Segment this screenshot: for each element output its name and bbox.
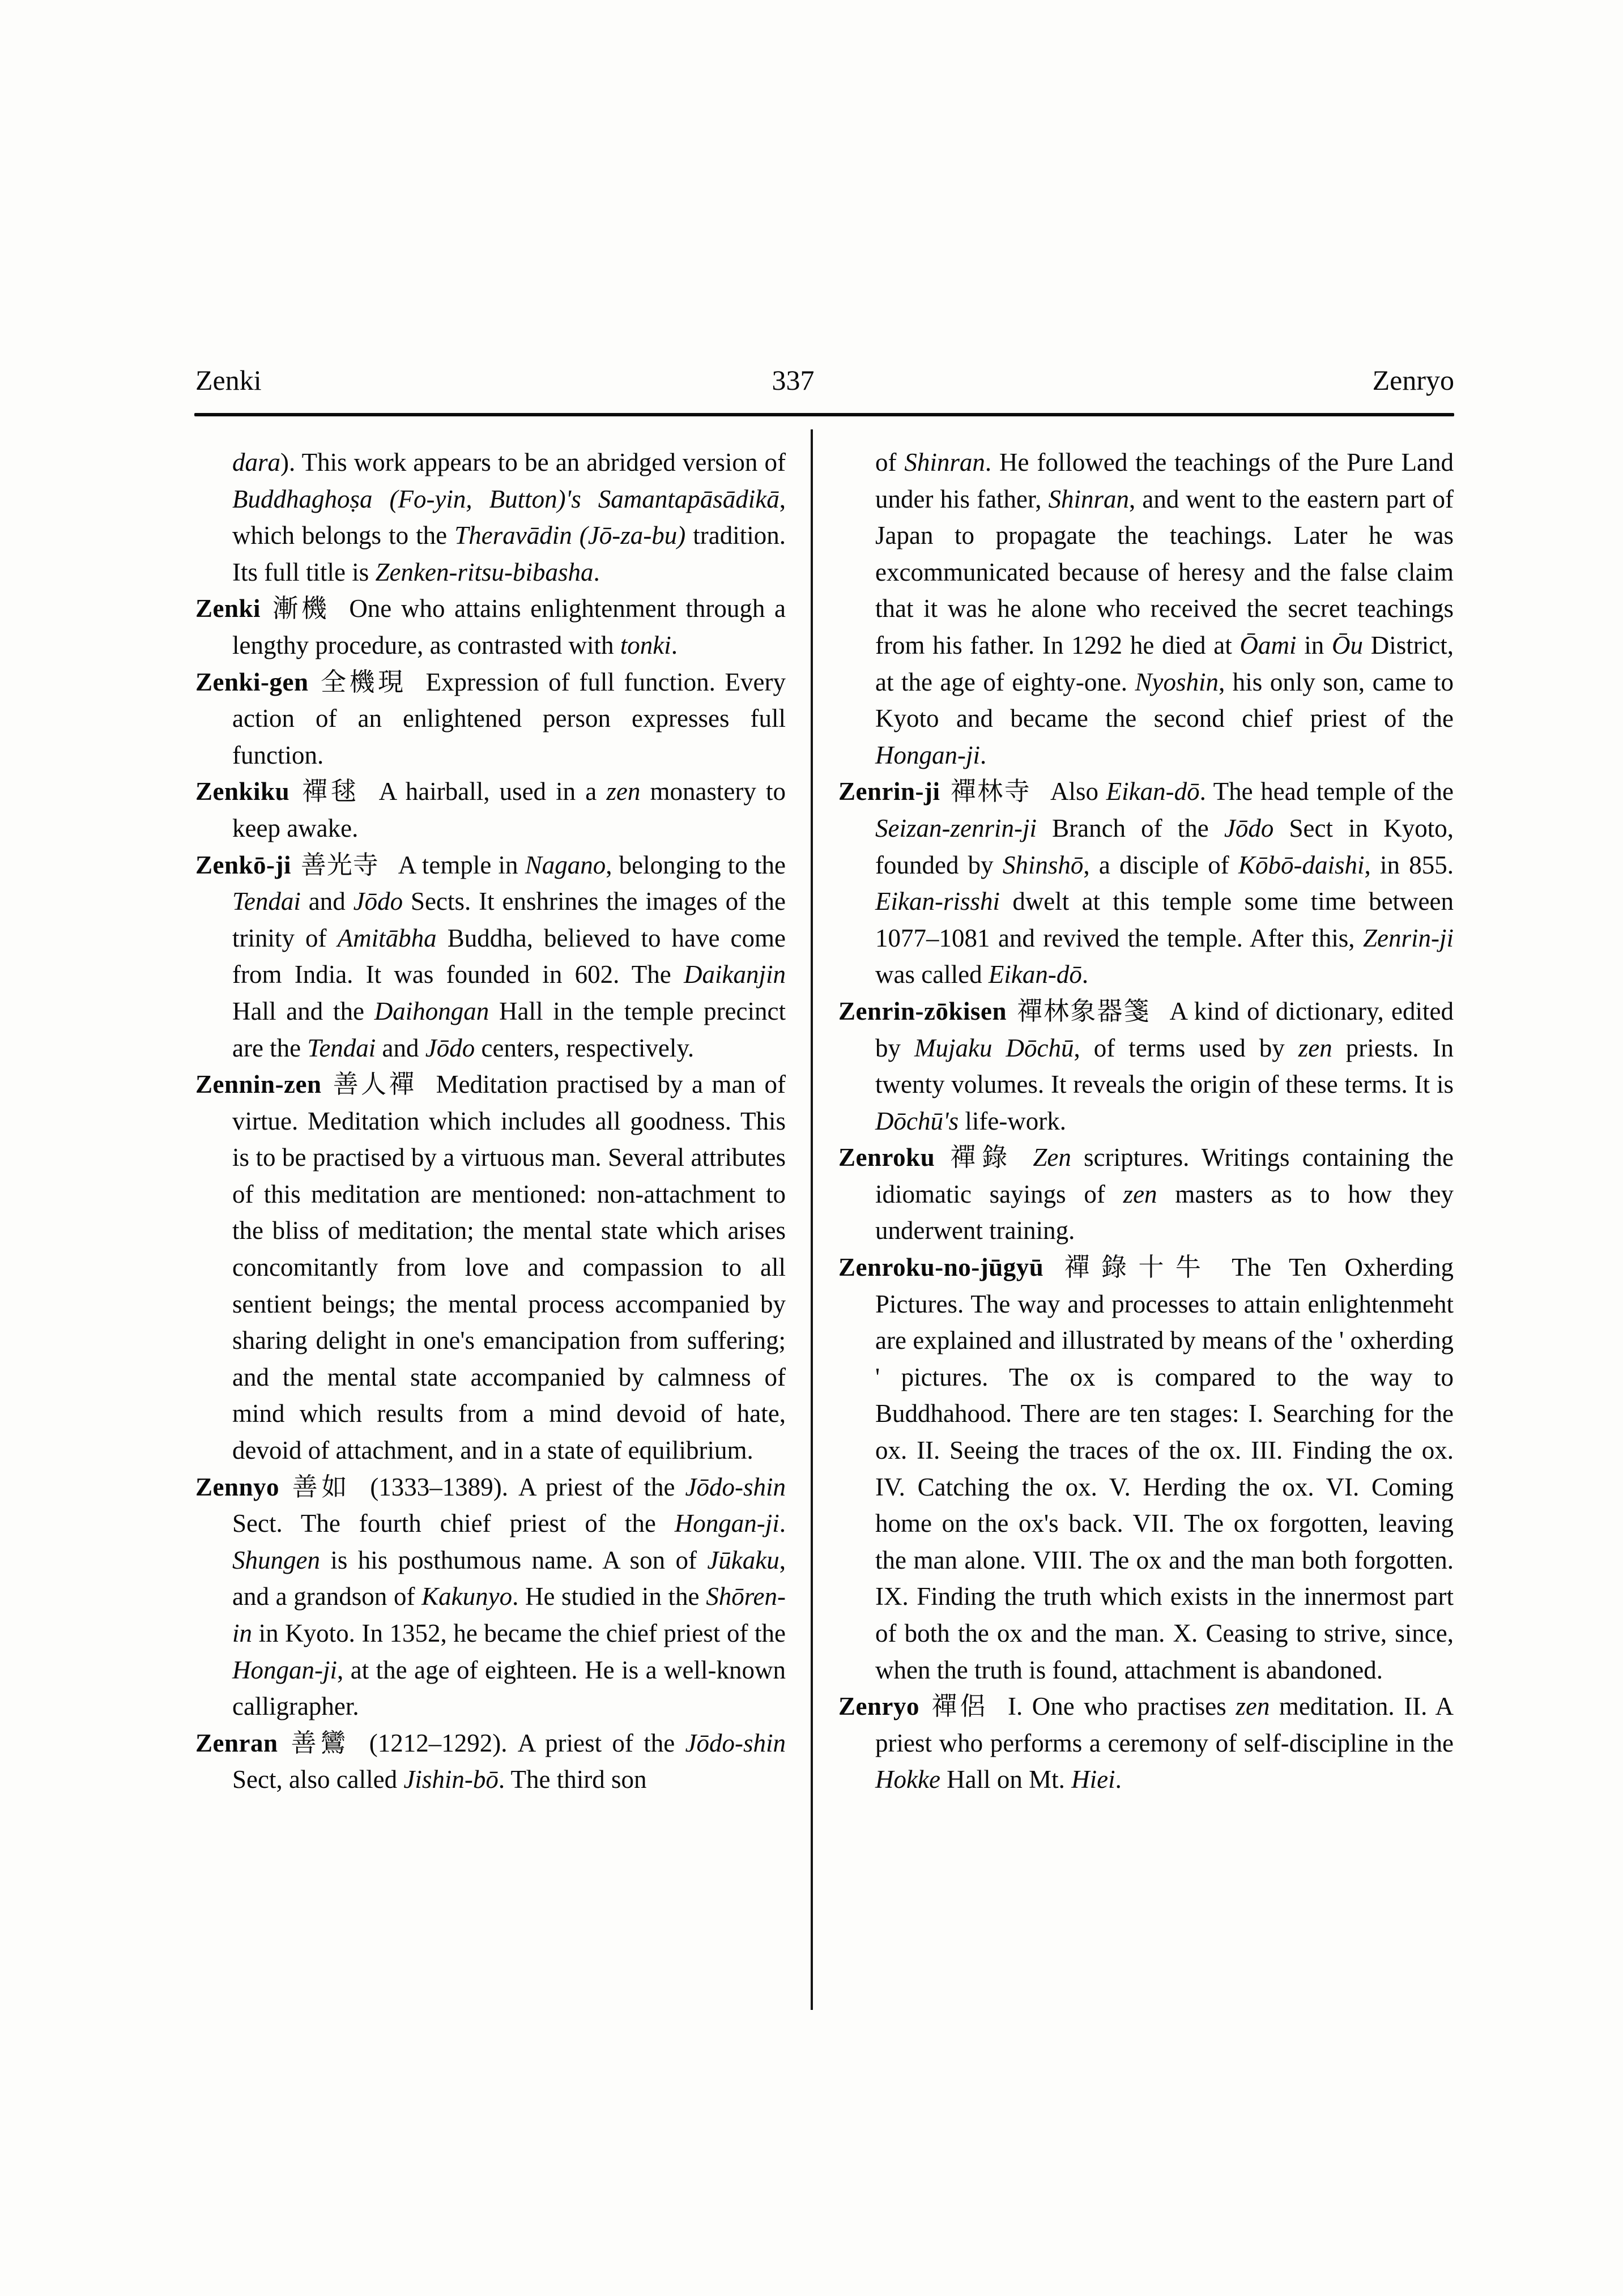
entry-headword: Zenkiku [195,777,290,806]
entry-text-italic: Zen [1033,1143,1071,1172]
entry-text: Meditation practised by a man of virtue. Meditation which includes all goodness. This is to be practised by a virtuous man. Several attributes of this meditation are mentioned: non-attachment to the bliss of meditation; the mental state which arises concomitantly from love and compassion to all sentient beings; the mental process accompanied by sharing delight in one's emancipation from suffering; and the mental state accompanied by calmness of mind which results from a mind devoid of hate, devoid of attachment, and in a state of equilibrium. [232,1070,786,1465]
entry-zenran [195,1725,786,1798]
entry-text: Hall on Mt. [940,1765,1072,1794]
entry-text-italic: Jōdo [1224,813,1274,842]
entry-text: masters as to how they underwent training. [875,1179,1454,1245]
entry-text-italic: Dōchū's [875,1106,959,1135]
entry-kanji: 禪錄十牛 [1053,1253,1213,1282]
entry-text-italic: Shinran [904,448,985,476]
entry-kanji: 禪林象器箋 [1016,996,1151,1025]
entry-headword: Zenroku-no-jūgyū [838,1253,1044,1282]
entry-text: (1333–1389). A priest of the [370,1472,685,1501]
entry-headword: Zenroku [838,1143,935,1172]
entry-text: and [300,887,353,916]
entry-kanji: 善如 [288,1472,351,1501]
entry-text: priests. In twenty volumes. It reveals the origin of these terms. It is [875,1033,1454,1099]
entry-zenrin-ji [838,773,1454,993]
entry-text: , and went to the eastern part of Japan to propagate the teachings. Later he was excommunicated because of heresy and the false claim that it was he alone who received the secret teachings from his father. In 1292 he died at [875,484,1454,659]
entry-text: I. One who practises [1007,1692,1236,1721]
column-divider [811,429,813,2010]
entry-text: , his only son, came to Kyoto and became the second chief priest of the [875,667,1454,733]
entry-text-italic: Shinran [1048,484,1130,513]
entry-text: scriptures. Writings containing the idiomatic sayings of [875,1143,1454,1208]
entry-text: of [875,448,905,476]
entry-kanji: 禪林寺 [949,777,1032,806]
entry-zenk-ji [195,847,786,1067]
entry-text: Hall in the temple precinct are the [232,996,786,1062]
entry-text: , at the age of eighteen. He is a well-known calligrapher. [232,1655,786,1721]
entry-text: . The head temple of the [1199,777,1454,806]
entry-text: A kind of dictionary, edited by [875,996,1454,1062]
running-head [195,360,1454,400]
entry-text: A hairball, used in a [378,777,607,806]
entry-text: Expression of full function. Every action of an enlightened person expresses full function. [232,667,786,769]
entry-text-italic: Ōami [1239,631,1297,659]
entry-text: monastery to keep awake. [232,777,786,842]
entry-continuation [195,444,786,590]
entry-text: . [779,1509,786,1538]
entry-text-italic: Ōu [1332,631,1364,659]
entry-headword: Zenran [195,1728,278,1757]
entry-text-italic: zen [1236,1692,1270,1721]
entry-text-italic: Nyoshin [1135,667,1219,696]
entry-text: life-work. [959,1106,1067,1135]
entry-continuation [838,444,1454,773]
entry-zenrin-z-kisen [838,993,1454,1139]
entry-text-italic: Seizan-zenrin-ji [875,813,1037,842]
entry-kanji: 全機現 [317,667,407,696]
entry-headword: Zennin-zen [195,1070,322,1099]
entry-text-italic: Jōdo [353,887,403,916]
entry-text-italic: Amitābha [337,923,437,952]
entry-text: . [671,631,678,659]
entry-text-italic: Jōdo [425,1033,475,1062]
entry-text: in [1296,631,1332,659]
entry-headword: Zenrin-zōkisen [838,996,1007,1025]
entry-text: , a disciple of [1083,850,1238,879]
entry-text-italic: Zenken-ritsu-bibasha [375,557,594,586]
entry-kanji: 善鸞 [287,1728,350,1757]
entry-text: . [593,557,600,586]
entry-text-italic: Shungen [232,1545,320,1574]
entry-text-italic: Hiei [1071,1765,1115,1794]
entry-text-italic: Eikan-dō [1106,777,1200,806]
entry-headword: Zenryo [838,1692,919,1721]
entry-text-italic: Kōbō-daishi [1238,850,1365,879]
entry-text: (1212–1292). A priest of the [369,1728,685,1757]
entry-kanji: 善光寺 [300,850,379,879]
entry-text-italic: dara [232,448,281,476]
entry-text: . The third son [498,1765,647,1794]
entry-headword: Zenki [195,594,261,623]
entry-text-italic: zen [606,777,641,806]
entry-text: and [376,1033,425,1062]
entry-text-italic: Jōdo-shin [685,1728,786,1757]
entry-kanji: 禪侶 [928,1692,989,1721]
entry-text: Sect in Kyoto, founded by [875,813,1454,879]
entry-text-italic: Jūkaku [707,1545,779,1574]
entry-zenki [195,590,786,663]
entry-text-italic: Jōdo-shin [685,1472,786,1501]
left-column [195,444,786,1798]
entry-zennin-zen [195,1066,786,1469]
entry-text-italic: Nagano [525,850,606,879]
entry-kanji: 善人禪 [330,1070,417,1099]
entry-text-italic: Tendai [232,887,301,916]
entry-text-italic: Hokke [875,1765,940,1794]
entry-headword: Zenrin-ji [838,777,940,806]
entry-text: District, at the age of eighty-one. [875,631,1454,696]
entry-text-italic: Hongan-ji [674,1509,779,1538]
entry-text: centers, respectively. [475,1033,695,1062]
entry-text-italic: zen [1298,1033,1332,1062]
entry-text: ). This work appears to be an abridged version of [280,448,786,476]
entry-text: . [1081,960,1089,989]
entry-text: Hall and the [232,996,374,1025]
entry-text: was called [875,960,989,989]
guide-word-right: Zenryo [1372,364,1454,396]
entry-text: One who attains enlightenment through a lengthy procedure, as contrasted with [232,594,786,659]
header-rule [194,413,1454,416]
entry-text-italic: Daihongan [374,996,489,1025]
entry-text-italic: Kakunyo [421,1582,513,1611]
entry-text: , belonging to the [606,850,786,879]
entry-text: tradition. Its full title is [232,521,786,586]
entry-text: in Kyoto. In 1352, he became the chief priest of the [252,1619,786,1647]
entry-text-italic: zen [1123,1179,1157,1208]
entry-text: Sect. The fourth chief priest of the [232,1509,675,1538]
entry-zennyo [195,1469,786,1725]
entry-text: dwelt at this temple some time between 1077–1081 and revived the temple. After this, [875,887,1454,952]
right-column [838,444,1454,1798]
entry-text-italic: Shōren-in [232,1582,786,1647]
entry-text: . [1115,1765,1122,1794]
page-number: 337 [772,364,815,396]
entry-text: Buddha, believed to have come from India. It was founded in 602. The [232,923,786,989]
entry-zenroku [838,1139,1454,1249]
entry-text: . [980,740,987,769]
entry-text-italic: Shinshō [1002,850,1084,879]
entry-zenryo [838,1688,1454,1798]
entry-zenroku-no-j-gy- [838,1249,1454,1688]
entry-text-italic: Jishin-bō [403,1765,499,1794]
entry-text-italic: Eikan-dō [988,960,1082,989]
entry-text-italic: Zenrin-ji [1362,923,1454,952]
entry-text-italic: Eikan-risshi [875,887,1000,916]
entry-text: Sects. It enshrines the images of the trinity of [232,887,786,952]
entry-text-italic: Mujaku Dōchū [914,1033,1074,1062]
entry-zenki-gen [195,664,786,774]
entry-text: , which belongs to the [232,484,786,550]
entry-text: is his posthumous name. A son of [320,1545,708,1574]
entry-text: Sect, also called [232,1765,404,1794]
entry-text: Branch of the [1036,813,1224,842]
entry-text-italic: Tendai [307,1033,376,1062]
entry-kanji: 漸機 [270,594,330,623]
entry-text: , and a grandson of [232,1545,786,1611]
entry-text: The Ten Oxherding Pictures. The way and processes to attain enlightenmeht are explained and illustrated by means of the ' oxherding ' pictures. The ox is compared to the way to Buddhahood. There are ten stages: I. Searching for the ox. II. Seeing the traces of the ox. III. Finding the ox. IV. Catching the ox. V. Herding the ox. VI. Coming home on the ox's back. VII. The ox forgotten, leaving the man alone. VIII. The ox and the man both forgotten. IX. Finding the truth which exists in the innermost part of both the ox and the man. X. Ceasing to strive, since, when the truth is found, attachment is abandoned. [875,1253,1454,1684]
entry-text: , of terms used by [1074,1033,1298,1062]
entry-text: A temple in [398,850,525,879]
entry-text-italic: Hongan-ji [875,740,980,769]
entry-text-italic: Theravādin (Jō-za-bu) [454,521,686,550]
entry-text: Also [1050,777,1106,806]
entry-text-italic: Buddhaghoṣa (Fo-yin, Button)'s Samantapāsādikā [232,484,779,513]
entry-text: , in 855. [1364,850,1454,879]
guide-word-left: Zenki [195,364,262,396]
entry-headword: Zennyo [195,1472,280,1501]
entry-kanji: 禪毬 [299,777,360,806]
entry-headword: Zenki-gen [195,667,309,696]
entry-text: meditation. II. A priest who performs a ceremony of self-discipline in the [875,1692,1454,1757]
entry-text: . He followed the teachings of the Pure Land under his father, [875,448,1454,513]
entry-text-italic: Hongan-ji [232,1655,337,1684]
entry-text-italic: Daikanjin [684,960,786,989]
entry-zenkiku [195,773,786,846]
entry-kanji: 禪錄 [944,1143,1014,1172]
entry-text-italic: tonki [620,631,671,659]
entry-text: . He studied in the [512,1582,706,1611]
entry-headword: Zenkō-ji [195,850,292,879]
